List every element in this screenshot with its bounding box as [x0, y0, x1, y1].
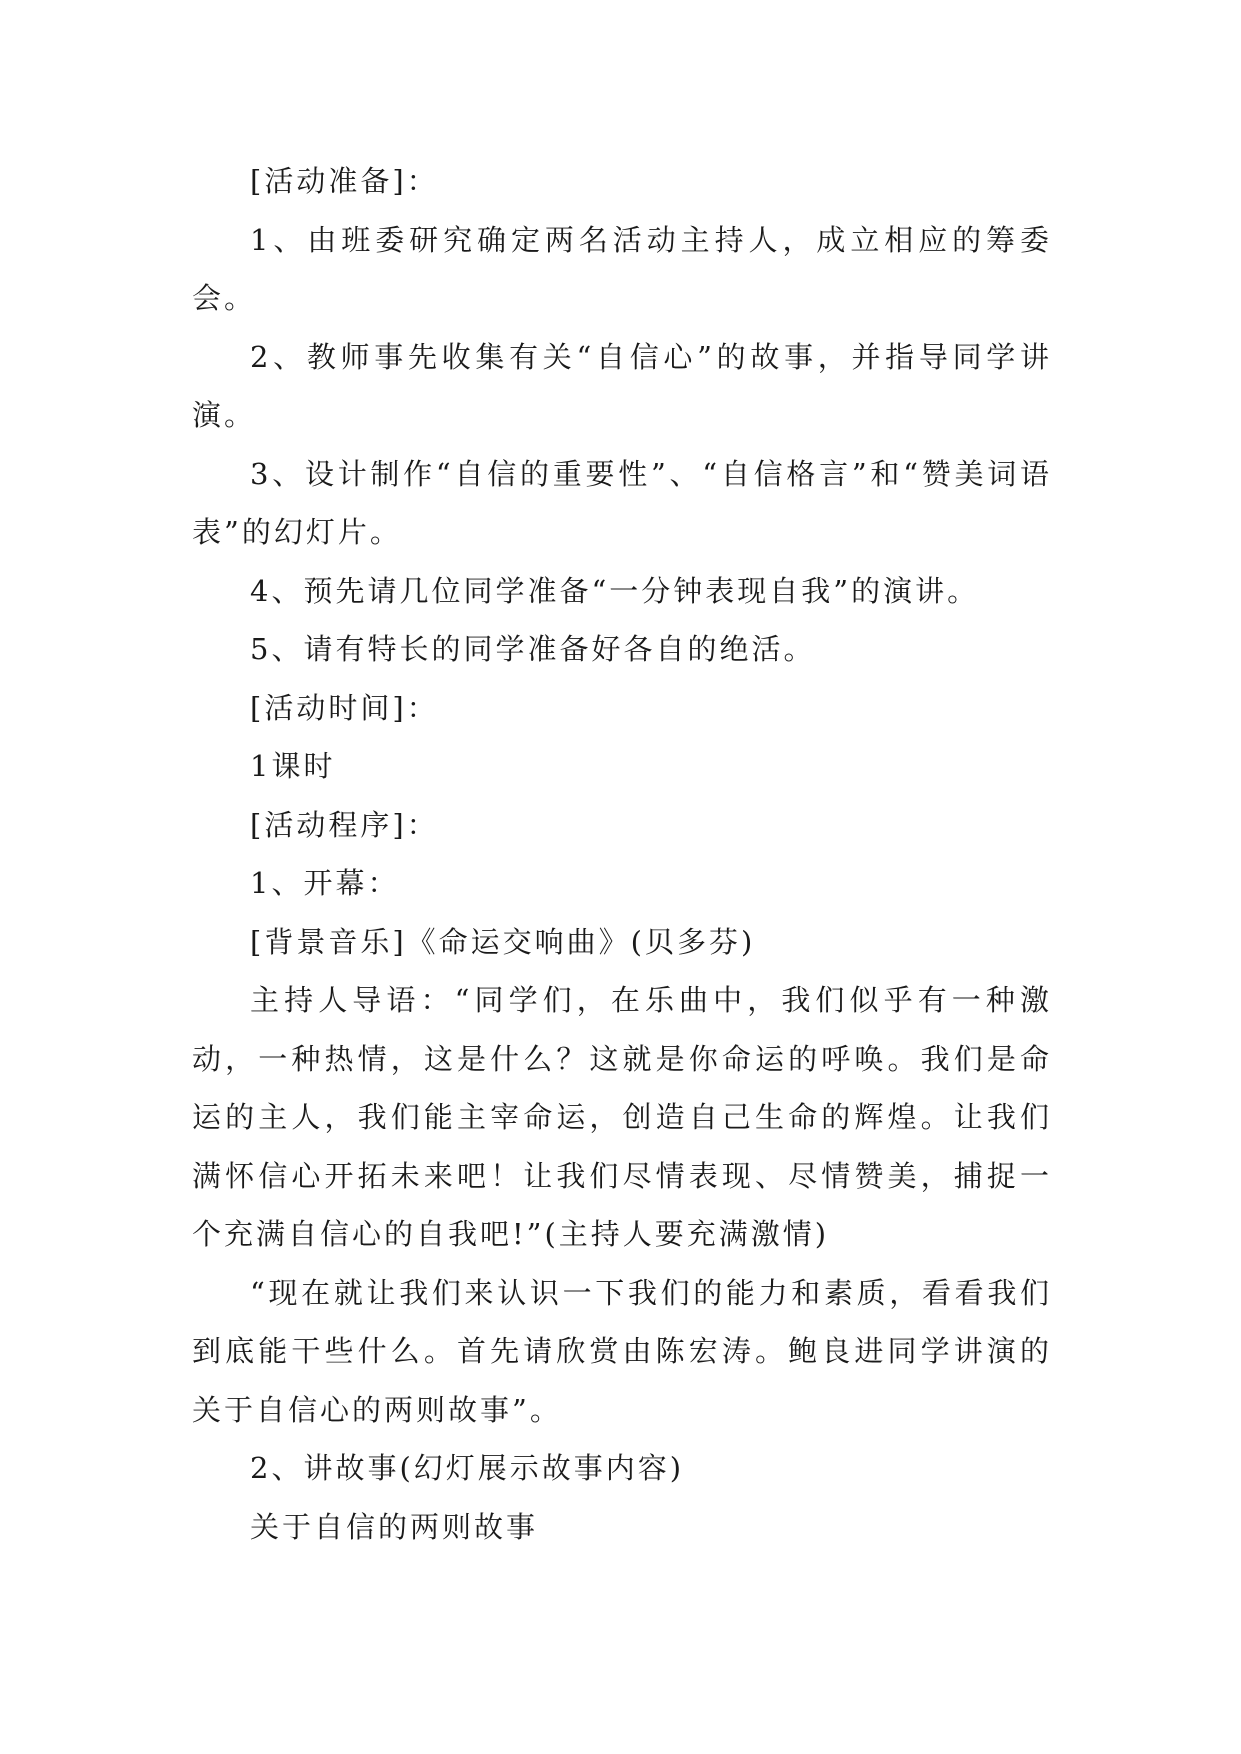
preparation-item-5: 5、请有特长的同学准备好各自的绝活。	[250, 632, 816, 666]
preparation-item-2: 2、教师事先收集有关“自信心”的故事，并指导同学讲演。	[192, 339, 1052, 432]
background-music-line: [背景音乐]《命运交响曲》(贝多芬)	[250, 924, 756, 959]
section-heading-time: [活动时间]：	[250, 690, 439, 725]
host-continuation: “现在就让我们来认识一下我们的能力和素质，看看我们到底能干些什么。首先请欣赏由陈宏涛。鲍良进同学讲演的关于自信心的两则故事”。	[192, 1275, 1052, 1427]
preparation-item-1: 1、由班委研究确定两名活动主持人，成立相应的筹委会。	[192, 222, 1052, 315]
story-title: 关于自信的两则故事	[250, 1509, 539, 1544]
host-introduction: 主持人导语：“同学们，在乐曲中，我们似乎有一种激动，一种热情，这是什么？这就是你命运的呼唤。我们是命运的主人，我们能主宰命运，创造自己生命的辉煌。让我们满怀信心开拓未来吧！让我们尽情表现、尽情赞美，捕捉一个充满自信心的自我吧!”(主持人要充满激情)	[192, 983, 1052, 1251]
preparation-item-3: 3、设计制作“自信的重要性”、“自信格言”和“赞美词语表”的幻灯片。	[192, 456, 1052, 549]
document-body	[192, 152, 1052, 1556]
time-value: 1课时	[250, 749, 336, 783]
section-heading-preparation: [活动准备]：	[250, 164, 439, 198]
procedure-step-1: 1、开幕：	[250, 866, 400, 900]
procedure-step-2: 2、讲故事(幻灯展示故事内容)	[250, 1451, 685, 1485]
section-heading-procedure: [活动程序]：	[250, 807, 439, 842]
preparation-item-4: 4、预先请几位同学准备“一分钟表现自我”的演讲。	[250, 573, 980, 608]
